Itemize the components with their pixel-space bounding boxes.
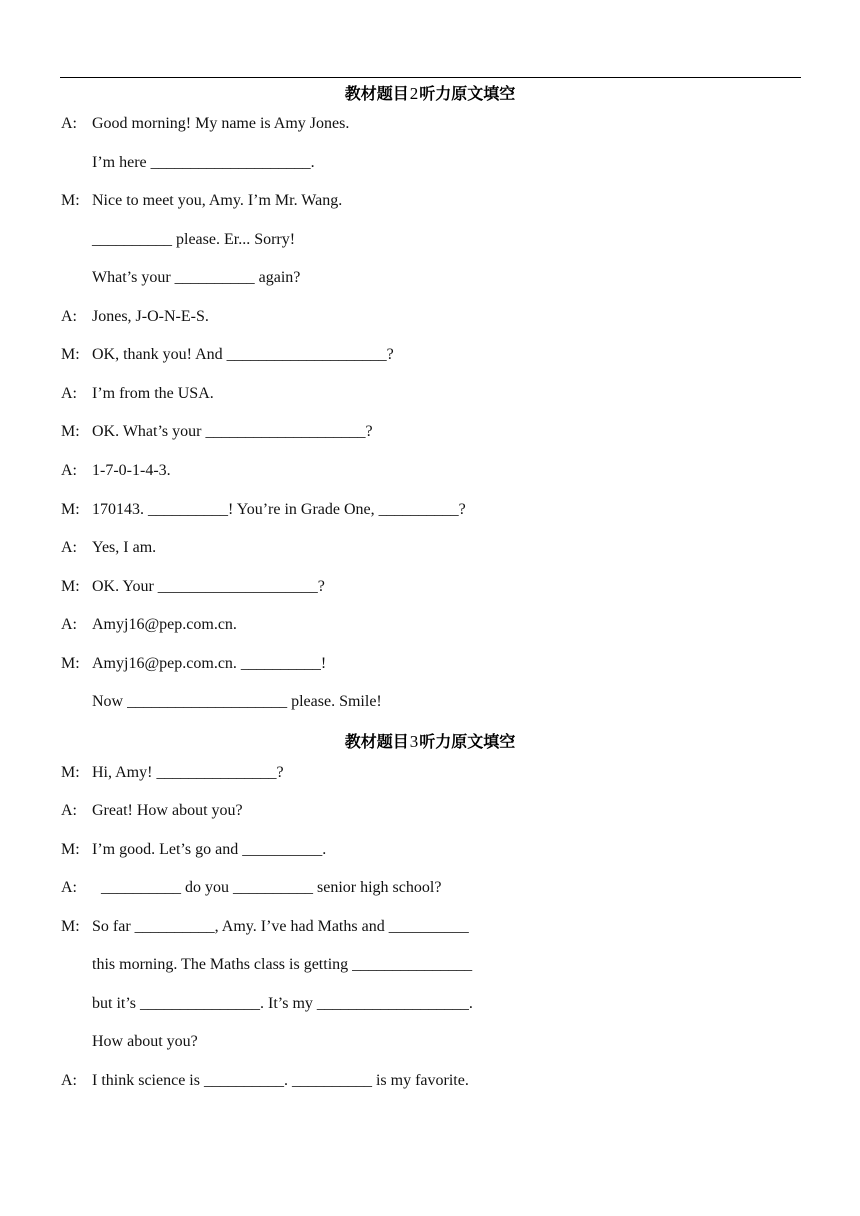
dialogue-text: OK. What’s your ____________________? xyxy=(92,423,373,440)
speaker-label: M: xyxy=(61,841,80,858)
section-2-title-number: 2 xyxy=(409,84,419,103)
section-2-title-prefix: 教材题目 xyxy=(344,84,409,103)
dialogue-text: I think science is __________. __________ is my favorite. xyxy=(92,1072,469,1089)
dialogue-line xyxy=(0,916,860,938)
dialogue-text: OK, thank you! And ____________________? xyxy=(92,346,394,363)
dialogue-line xyxy=(0,993,860,1015)
dialogue-text: 170143. __________! You’re in Grade One, __________? xyxy=(92,501,466,518)
section-2-title-suffix: 听力原文填空 xyxy=(419,84,516,103)
dialogue-text: __________ please. Er... Sorry! xyxy=(92,231,296,248)
dialogue-line xyxy=(0,576,860,598)
dialogue-line xyxy=(0,344,860,366)
dialogue-text: So far __________, Amy. I’ve had Maths and __________ xyxy=(92,918,469,935)
dialogue-text: 1-7-0-1-4-3. xyxy=(92,462,171,479)
dialogue-text: Amyj16@pep.com.cn. xyxy=(92,616,237,633)
dialogue-line xyxy=(0,1070,860,1092)
dialogue-text: Hi, Amy! _______________? xyxy=(92,764,284,781)
section-3-title-prefix: 教材题目 xyxy=(344,732,409,751)
section-3-title-number: 3 xyxy=(409,732,419,751)
dialogue-text: I’m good. Let’s go and __________. xyxy=(92,841,327,858)
dialogue-line xyxy=(0,877,860,899)
speaker-label: A: xyxy=(61,1072,77,1089)
dialogue-line xyxy=(0,954,860,976)
dialogue-line xyxy=(0,190,860,212)
speaker-label: A: xyxy=(61,308,77,325)
dialogue-text: OK. Your ____________________? xyxy=(92,578,325,595)
dialogue-line xyxy=(0,460,860,482)
dialogue-line xyxy=(0,1031,860,1053)
dialogue-line xyxy=(0,653,860,675)
dialogue-line xyxy=(0,839,860,861)
section-3-title-suffix: 听力原文填空 xyxy=(419,732,516,751)
speaker-label: A: xyxy=(61,115,77,132)
speaker-label: A: xyxy=(61,616,77,633)
speaker-label: A: xyxy=(61,879,77,896)
dialogue-text: Good morning! My name is Amy Jones. xyxy=(92,115,350,132)
speaker-label: M: xyxy=(61,501,80,518)
speaker-label: M: xyxy=(61,578,80,595)
dialogue-text: I’m here ____________________. xyxy=(92,154,315,171)
dialogue-line xyxy=(0,614,860,636)
dialogue-text: Amyj16@pep.com.cn. __________! xyxy=(92,655,327,672)
speaker-label: A: xyxy=(61,539,77,556)
dialogue-line xyxy=(0,383,860,405)
dialogue-line xyxy=(0,267,860,289)
dialogue-text: I’m from the USA. xyxy=(92,385,214,402)
dialogue-text: Great! How about you? xyxy=(92,802,243,819)
dialogue-text: Now ____________________ please. Smile! xyxy=(92,693,382,710)
dialogue-line xyxy=(0,537,860,559)
speaker-label: A: xyxy=(61,462,77,479)
dialogue-line xyxy=(0,800,860,822)
speaker-label: M: xyxy=(61,346,80,363)
speaker-label: M: xyxy=(61,918,80,935)
dialogue-text: Yes, I am. xyxy=(92,539,157,556)
dialogue-text: this morning. The Maths class is getting _______________ xyxy=(92,956,473,973)
dialogue-text: What’s your __________ again? xyxy=(92,269,301,286)
dialogue-text: Jones, J-O-N-E-S. xyxy=(92,308,209,325)
dialogue-line xyxy=(0,229,860,251)
dialogue-text: Nice to meet you, Amy. I’m Mr. Wang. xyxy=(92,192,343,209)
section-2-title xyxy=(0,84,860,105)
dialogue-line xyxy=(0,152,860,174)
speaker-label: M: xyxy=(61,192,80,209)
dialogue-text: __________ do you __________ senior high school? xyxy=(101,879,442,896)
dialogue-line xyxy=(0,421,860,443)
speaker-label: M: xyxy=(61,764,80,781)
dialogue-text: How about you? xyxy=(92,1033,198,1050)
dialogue-line xyxy=(0,306,860,328)
dialogue-line xyxy=(0,113,860,135)
section-3-title xyxy=(0,732,860,753)
header-rule xyxy=(60,77,801,78)
dialogue-line xyxy=(0,691,860,713)
speaker-label: M: xyxy=(61,423,80,440)
dialogue-line xyxy=(0,499,860,521)
speaker-label: A: xyxy=(61,385,77,402)
speaker-label: M: xyxy=(61,655,80,672)
dialogue-line xyxy=(0,762,860,784)
speaker-label: A: xyxy=(61,802,77,819)
dialogue-text: but it’s _______________. It’s my ___________________. xyxy=(92,995,473,1012)
